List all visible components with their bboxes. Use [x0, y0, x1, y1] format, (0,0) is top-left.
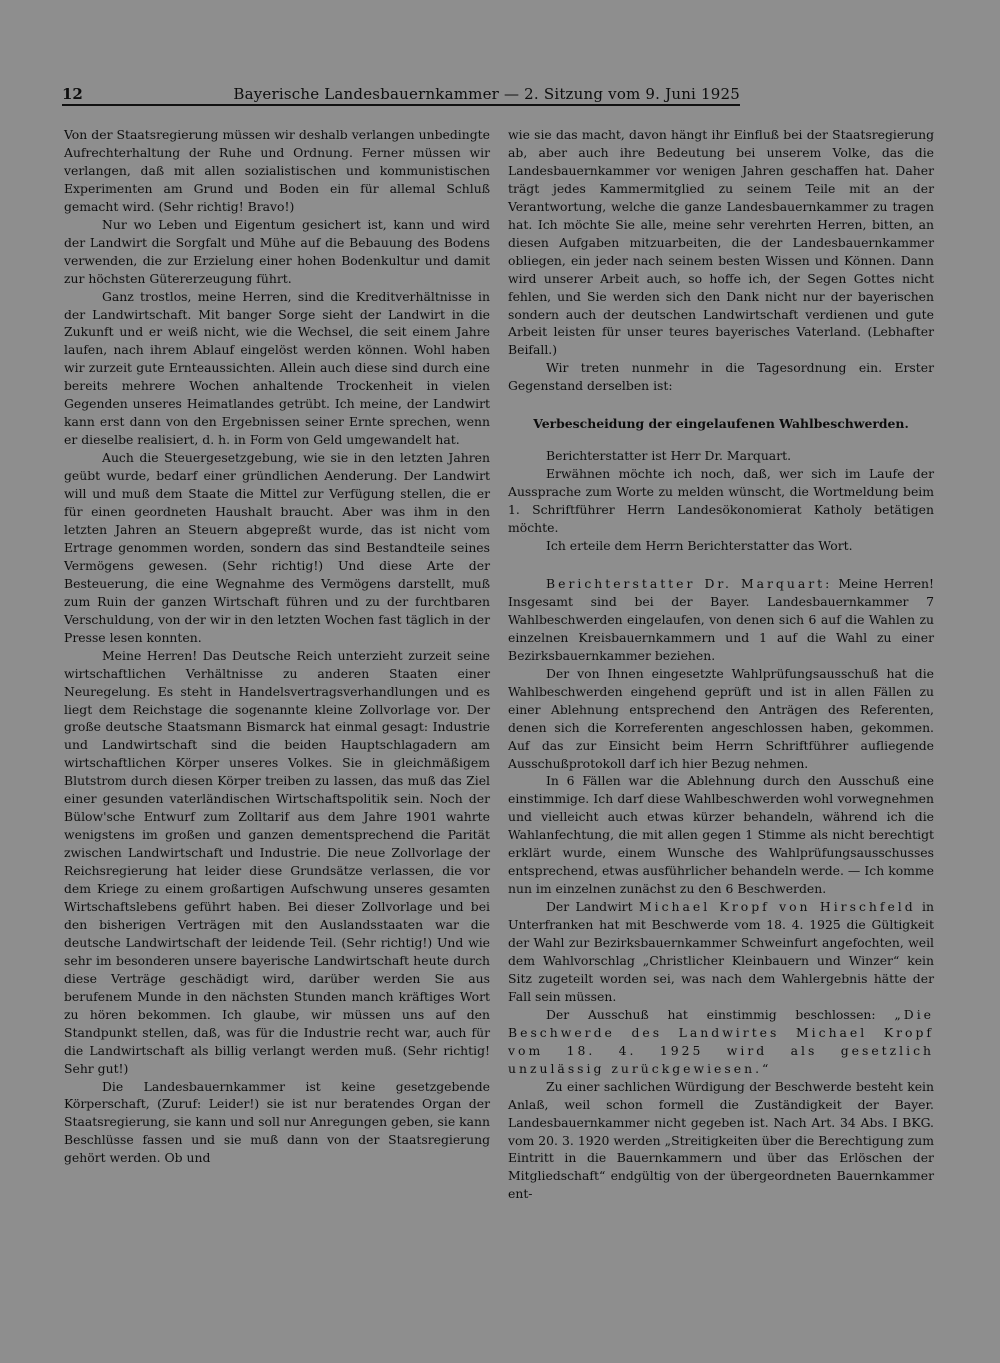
section-heading: Verbescheidung der eingelaufenen Wahlbeschwerden. — [533, 416, 909, 432]
text-run: Der Landwirt — [546, 899, 639, 915]
paragraph — [508, 898, 934, 1006]
paragraph: In 6 Fällen war die Ablehnung durch den Ausschuß eine einstimmige. Ich darf diese Wahlbeschwerden wohl vorwegnehmen und vielleicht auch etwas kürzer behandeln, während ich die Wahlanfechtung, die mit allen gegen 1 Stimme als nicht berechtigt erklärt wurde, einem Wunsche des Wahlprüfungsausschusses entsprechend, etwas ausführlicher behandeln werde. — Ich komme nun im einzelnen zunächst zu den 6 Beschwerden. — [508, 773, 934, 897]
paragraph: Die Landesbauernkammer ist keine gesetzgebende Körperschaft, (Zuruf: Leider!) sie ist nur beratendes Organ der Staatsregierung, sie kann und soll nur Anregungen geben, sie kann Beschlüsse fassen und sie muß dann von der Staatsregierung gehört werden. Ob und — [64, 1078, 490, 1166]
speaker-name: Berichterstatter Dr. Marquart: — [546, 575, 833, 591]
paragraph: Nur wo Leben und Eigentum gesichert ist, kann und wird der Landwirt die Sorgfalt und Mühe auf die Bebauung des Bodens verwenden, die zur Erzielung einer hohen Bodenkultur und damit zur höchsten Gütererzeugung führt. — [64, 216, 490, 286]
paragraph: Berichterstatter ist Herr Dr. Marquart. — [546, 448, 792, 464]
paragraph: Auch die Steuergesetzgebung, wie sie in den letzten Jahren geübt wurde, bedarf einer gründlichen Aenderung. Der Landwirt will und muß dem Staate die Mittel zur Verfügung stellen, die er für einen geordneten Haushalt braucht. Aber was ihm in den letzten Jahren an Steuern abgepreßt wurde, das ist nicht vom Ertrage genommen worden, sondern das sind Bestandteile seines Vermögens gewesen. (Sehr richtig!) Und diese Arte der Besteuerung, die eine Wegnahme des Vermögens darstellt, muß zum Ruin der ganzen Wirtschaft führen und zu der furchtbaren Verschuldung, von der wir in den letzten Wochen fast täglich in der Presse lesen konnten. — [64, 450, 490, 645]
text-run: Der Ausschuß hat einstimmig beschlossen: — [546, 1006, 895, 1022]
right-column — [508, 126, 934, 1203]
resolution-quote: „Die Beschwerde des Landwirtes Michael Kropf vom 18. 4. 1925 wird als gesetzlich unzulässig zurückgewiesen.“ — [508, 1006, 934, 1076]
left-column — [64, 126, 490, 1167]
page-header — [62, 84, 740, 106]
paragraph: Ich erteile dem Herrn Berichterstatter das Wort. — [546, 538, 853, 554]
paragraph: wie sie das macht, davon hängt ihr Einfluß bei der Staatsregierung ab, aber auch ihre Bedeutung bei unserem Volke, das die Landesbauernkammer vor wenigen Jahren geschaffen hat. Daher trägt jedes Kammermitglied zu seinem Teile mit an der Verantwortung, welche die ganze Landesbauernkammer zu tragen hat. Ich möchte Sie alle, meine sehr verehrten Herren, bitten, an diesen Aufgaben mitzuarbeiten, die der Landesbauernkammer obliegen, ein jeder nach seinem besten Wissen und Können. Dann wird unserer Arbeit auch, so hoffe ich, der Segen Gottes nicht fehlen, und Sie werden sich den Dank nicht nur der bayerischen sondern auch der deutschen Landwirtschaft verdienen und gute Arbeit leisten für unser teures bayerisches Vaterland. (Lebhafter Beifall.) — [508, 127, 934, 358]
header-rule — [62, 104, 740, 106]
paragraph: Zu einer sachlichen Würdigung der Beschwerde besteht kein Anlaß, weil schon formell die Zuständigkeit der Bayer. Landesbauernkammer nicht gegeben ist. Nach Art. 34 Abs. I BKG. vom 20. 3. 1920 werden „Streitigkeiten über die Berechtigung zum Eintritt in die Bauernkammern und über das Erlöschen der Mitgliedschaft“ endgültig von der übergeordneten Bauernkammer ent- — [508, 1078, 934, 1202]
text-run: in Unterfranken hat mit Beschwerde vom 18. 4. 1925 die Gültigkeit der Wahl zur Bezirksbauernkammer Schweinfurt angefochten, weil dem Wahlvorschlag „Christlicher Kleinbauern und Winzer“ kein Sitz zugeteilt worden sei, was nach dem Wahlergebnis hätte der Fall sein müssen. — [508, 899, 934, 1004]
person-name: Michael Kropf von Hirschfeld — [638, 899, 916, 915]
paragraph: Der von Ihnen eingesetzte Wahlprüfungsausschuß hat die Wahlbeschwerden eingehend geprüft und ist in allen Fällen zu einer Ablehnung entsprechend den Anträgen des Referenten, denen sich die Korreferenten angeschlossen haben, gekommen. Auf das zur Einsicht beim Herrn Schriftführer aufliegende Ausschußprotokoll darf ich hier Bezug nehmen. — [508, 665, 934, 771]
page-number: 12 — [62, 85, 83, 103]
running-title: Bayerische Landesbauernkammer — 2. Sitzung vom 9. Juni 1925 — [233, 85, 740, 103]
paragraph: Von der Staatsregierung müssen wir deshalb verlangen unbedingte Aufrechterhaltung der Ruhe und Ordnung. Ferner müssen wir verlangen, daß mit allen sozialistischen und kommunistischen Experimenten am Grund und Boden ein für allemal Schluß gemacht wird. (Sehr richtig! Bravo!) — [64, 127, 490, 214]
paragraph: Meine Herren! Das Deutsche Reich unterzieht zurzeit seine wirtschaftlichen Verhältnisse zu anderen Staaten einer Neuregelung. Es steht in Handelsvertragsverhandlungen und es liegt dem Reichstage die sogenannte kleine Zollvorlage vor. Der große deutsche Staatsmann Bismarck hat einmal gesagt: Industrie und Landwirtschaft sind die beiden Hauptschlagadern am wirtschaftlichen Körper unseres Volkes. Sie in gleichmäßigem Blutstrom durch diesen Körper treiben zu lassen, das muß das Ziel einer gesunden vaterländischen Wirtschaftspolitik sein. Noch der Bülow'sche Entwurf zum Zolltarif aus dem Jahre 1901 wahrte wenigstens im großen und ganzen dementsprechend die Parität zwischen Landwirtschaft und Industrie. Die neue Zollvorlage der Reichsregierung hat leider diese Grundsätze verlassen, die vor dem Kriege zu einem großartigen Aufschwung unseres gesamten Wirtschaftslebens geführt haben. Bei dieser Zollvorlage und bei den bisherigen Verträgen mit den Auslandsstaaten war die deutsche Landwirtschaft der leidende Teil. (Sehr richtig!) Und wie sehr im besonderen unsere bayerische Landwirtschaft heute durch diese Verträge geschädigt wird, darüber werden Sie aus berufenem Munde in den nächsten Stunden manch kräftiges Wort zu hören bekommen. Ich glaube, wir müssen uns auf den Standpunkt stellen, daß, was für die Industrie recht war, auch für die Landwirtschaft als billig verlangt werden muß. (Sehr richtig! Sehr gut!) — [64, 647, 490, 1076]
paragraph — [508, 1006, 934, 1078]
paragraph: Wir treten nunmehr in die Tagesordnung ein. Erster Gegenstand derselben ist: — [508, 360, 934, 394]
paragraph: Ganz trostlos, meine Herren, sind die Kreditverhältnisse in der Landwirtschaft. Mit banger Sorge sieht der Landwirt in die Zukunft und er weiß nicht, wie die Wechsel, die seit einem Jahre laufen, nach ihrem Ablauf eingelöst werden können. Wohl haben wir zurzeit gute Ernteaussichten. Allein auch diese sind durch eine bereits mehrere Wochen anhaltende Trockenheit in vielen Gegenden unseres Heimatlandes getrübt. Ich meine, der Landwirt kann erst dann von den Ergebnissen seiner Ernte sprechen, wenn er dieselbe realisiert, d. h. in Form von Geld umgewandelt hat. — [64, 288, 490, 448]
speaker-paragraph — [508, 575, 934, 665]
paragraph: Erwähnen möchte ich noch, daß, wer sich im Laufe der Aussprache zum Worte zu melden wünscht, die Wortmeldung beim 1. Schriftführer Herrn Landesökonomierat Katholy betätigen möchte. — [508, 466, 934, 536]
speaker-text: Meine Herren! Insgesamt sind bei der Bayer. Landesbauernkammer 7 Wahlbeschwerden eingelaufen, von denen sich 6 auf die Wahlen zu einzelnen Kreisbauernkammern und 1 auf die Wahl zu einer Bezirksbauernkammer beziehen. — [508, 575, 934, 663]
